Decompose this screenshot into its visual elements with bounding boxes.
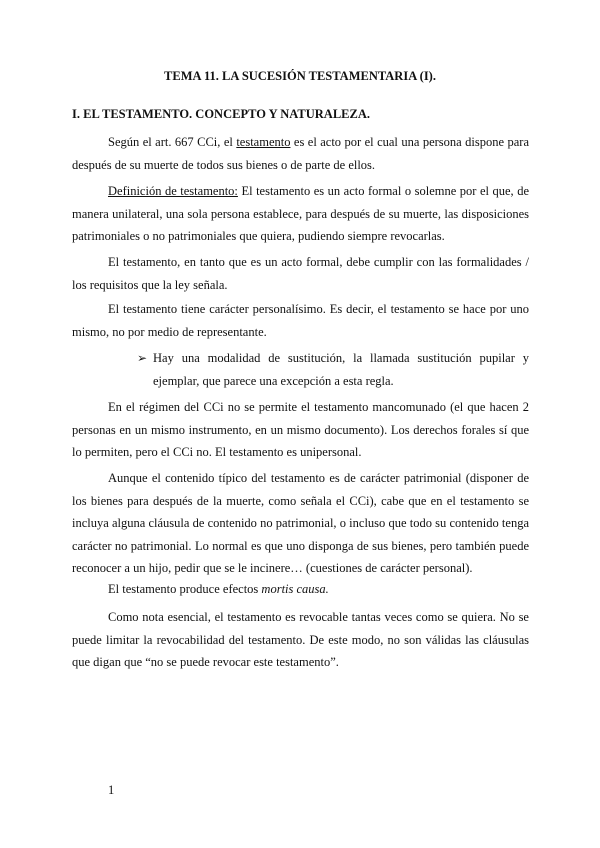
paragraph-6: Aunque el contenido típico del testamento es de carácter patrimonial (disponer de los bienes para después de la muerte, como señala el CCi), cabe que en el testamento se incluya alguna cláusula de contenido no patrimonial, o incluso que todo su contenido tenga carácter no patrimonial. Lo normal es que uno disponga de sus bienes, pero también puede reconocer a un hijo, pedir que se le incinere… (cuestiones de carácter personal). <box>72 471 529 575</box>
paragraph-5: En el régimen del CCi no se permite el testamento mancomunado (el que hacen 2 personas en un mismo instrumento, en un mismo documento). Los derechos forales sí que lo permiten, pero el CCi no. El testamento es unipersonal. <box>72 400 529 459</box>
paragraph-3: El testamento, en tanto que es un acto formal, debe cumplir con las formalidades / los requisitos que la ley señala. <box>72 255 529 292</box>
section-heading: I. EL TESTAMENTO. CONCEPTO Y NATURALEZA. <box>72 107 370 121</box>
definition-label: Definición de testamento: <box>108 184 238 198</box>
paragraph-4: El testamento tiene carácter personalísimo. Es decir, el testamento se hace por uno mismo, no por medio de representante. <box>72 302 529 339</box>
mortis-causa-term: mortis causa. <box>261 582 329 596</box>
paragraph-2 <box>72 180 529 248</box>
paragraph-7-pre: El testamento produce efectos <box>108 582 262 596</box>
paragraph-1-pre: Según el art. 667 CCi, el <box>108 135 237 149</box>
bullet-item: Hay una modalidad de sustitución, la llamada sustitución pupilar y ejemplar, que parece una excepción a esta regla. <box>153 351 529 388</box>
paragraph-2-post: El testamento es un acto formal o solemne por el que, de manera unilateral, una sola persona establece, para después de su muerte, las disposiciones patrimoniales o no patrimoniales que quiera, pudiendo siempre revocarlas. <box>72 184 529 243</box>
arrow-bullet-icon: ➢ <box>137 351 148 365</box>
page-number: 1 <box>108 783 115 797</box>
document-title: TEMA 11. LA SUCESIÓN TESTAMENTARIA (I). <box>164 69 436 83</box>
paragraph-1 <box>72 131 529 176</box>
paragraph-8: Como nota esencial, el testamento es revocable tantas veces como se quiera. No se puede limitar la revocabilidad del testamento. De este modo, no son válidas las cláusulas que digan que “no se puede revocar este testamento”. <box>72 610 529 669</box>
testamento-term: testamento <box>236 135 291 149</box>
paragraph-7 <box>72 578 529 601</box>
paragraph-1-post: es el acto por el cual una persona dispone para después de su muerte de todos sus bienes o de parte de ellos. <box>72 135 530 172</box>
